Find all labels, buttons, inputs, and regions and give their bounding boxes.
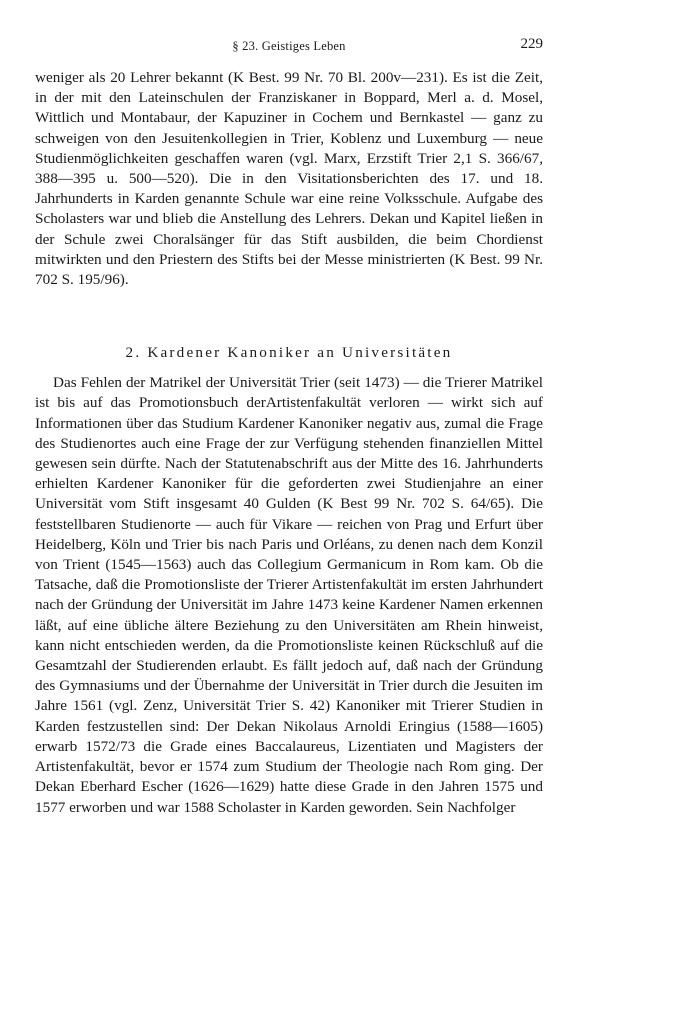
paragraph-continued: weniger als 20 Lehrer bekannt (K Best. 99 Nr. 70 Bl. 200v—231). Es ist die Zeit, in der mit den Lateinschulen der Franziskaner in Boppard, Merl a. d. Mosel, Wittlich und Montabaur, der Kapuziner in Cochem und Bernkastel — ganz zu schweigen von den Jesuitenkollegien in Trier, Koblenz und Luxemburg — neue Studienmöglichkeiten geschaffen waren (vgl. Marx, Erzstift Trier 2,1 S. 366/67, 388—395 u. 500—520). Die in den Visitationsberichten des 17. und 18. Jahrhunderts in Karden genannte Schule war eine reine Volksschule. Aufgabe des Scholasters war und blieb die Anstellung des Lehrers. Dekan und Kapitel ließen in der Schule zwei Choralsänger für das Stift ausbilden, die beim Chordienst mitwirkten und den Priestern des Stifts bei der Messe ministrierten (K Best. 99 Nr. 702 S. 195/96).	[35, 69, 543, 289]
paragraph-universities: Das Fehlen der Matrikel der Universität Trier (seit 1473) — die Trierer Matrikel ist bis auf das Promotionsbuch derArtistenfakultät verloren — wirkt sich auf Informationen über das Studium Kardener Kanoniker negativ aus, zumal die Frage des Studienortes auch eine Frage der zur Verfügung stehenden finanziellen Mittel gewesen sein dürfte. Nach der Statutenabschrift aus der Mitte des 16. Jahrhunderts erhielten Kardener Kanoniker für die geforderten zwei Studienjahre an einer Universität vom Stift insgesamt 40 Gulden (K Best 99 Nr. 702 S. 64/65). Die feststellbaren Studienorte — auch für Vikare — reichen von Prag und Erfurt über Heidelberg, Köln und Trier bis nach Paris und Orléans, zu denen nach dem Konzil von Trient (1545—1563) auch das Collegium Germanicum in Rom kam. Ob die Tatsache, daß die Promotionsliste der Trierer Artistenfakultät im ersten Jahrhundert nach der Gründung der Universität im Jahre 1473 keine Kardener Namen erkennen läßt, auf eine übliche ältere Beziehung zu den Universitäten am Rhein hinweist, kann nicht entschieden werden, da die Promotionsliste keinen Rückschluß auf die Gesamtzahl der Studierenden erlaubt. Es fällt jedoch auf, daß nach der Gründung des Gymnasiums und der Übernahme der Universität in Trier durch die Jesuiten im Jahre 1561 (vgl. Zenz, Universität Trier S. 42) Kanoniker mit Trierer Studien in Karden festzustellen sind: Der Dekan Nikolaus Arnoldi Eringius (1588—1605) erwarb 1572/73 die Grade eines Baccalaureus, Lizentiaten und Magisters der Artistenfakultät, bevor er 1574 zum Studium der Theologie nach Rom ging. Der Dekan Eberhard Escher (1626—1629) hatte diese Grade in den Jahren 1575 und 1577 erworben und war 1588 Scholaster in Karden geworden. Sein Nachfolger	[35, 374, 543, 816]
page-number: 229	[520, 36, 543, 52]
running-head	[35, 36, 543, 58]
book-page	[35, 36, 543, 818]
running-title: § 23. Geistiges Leben	[232, 39, 346, 53]
section-heading: 2. Kardener Kanoniker an Universitäten	[125, 344, 453, 362]
